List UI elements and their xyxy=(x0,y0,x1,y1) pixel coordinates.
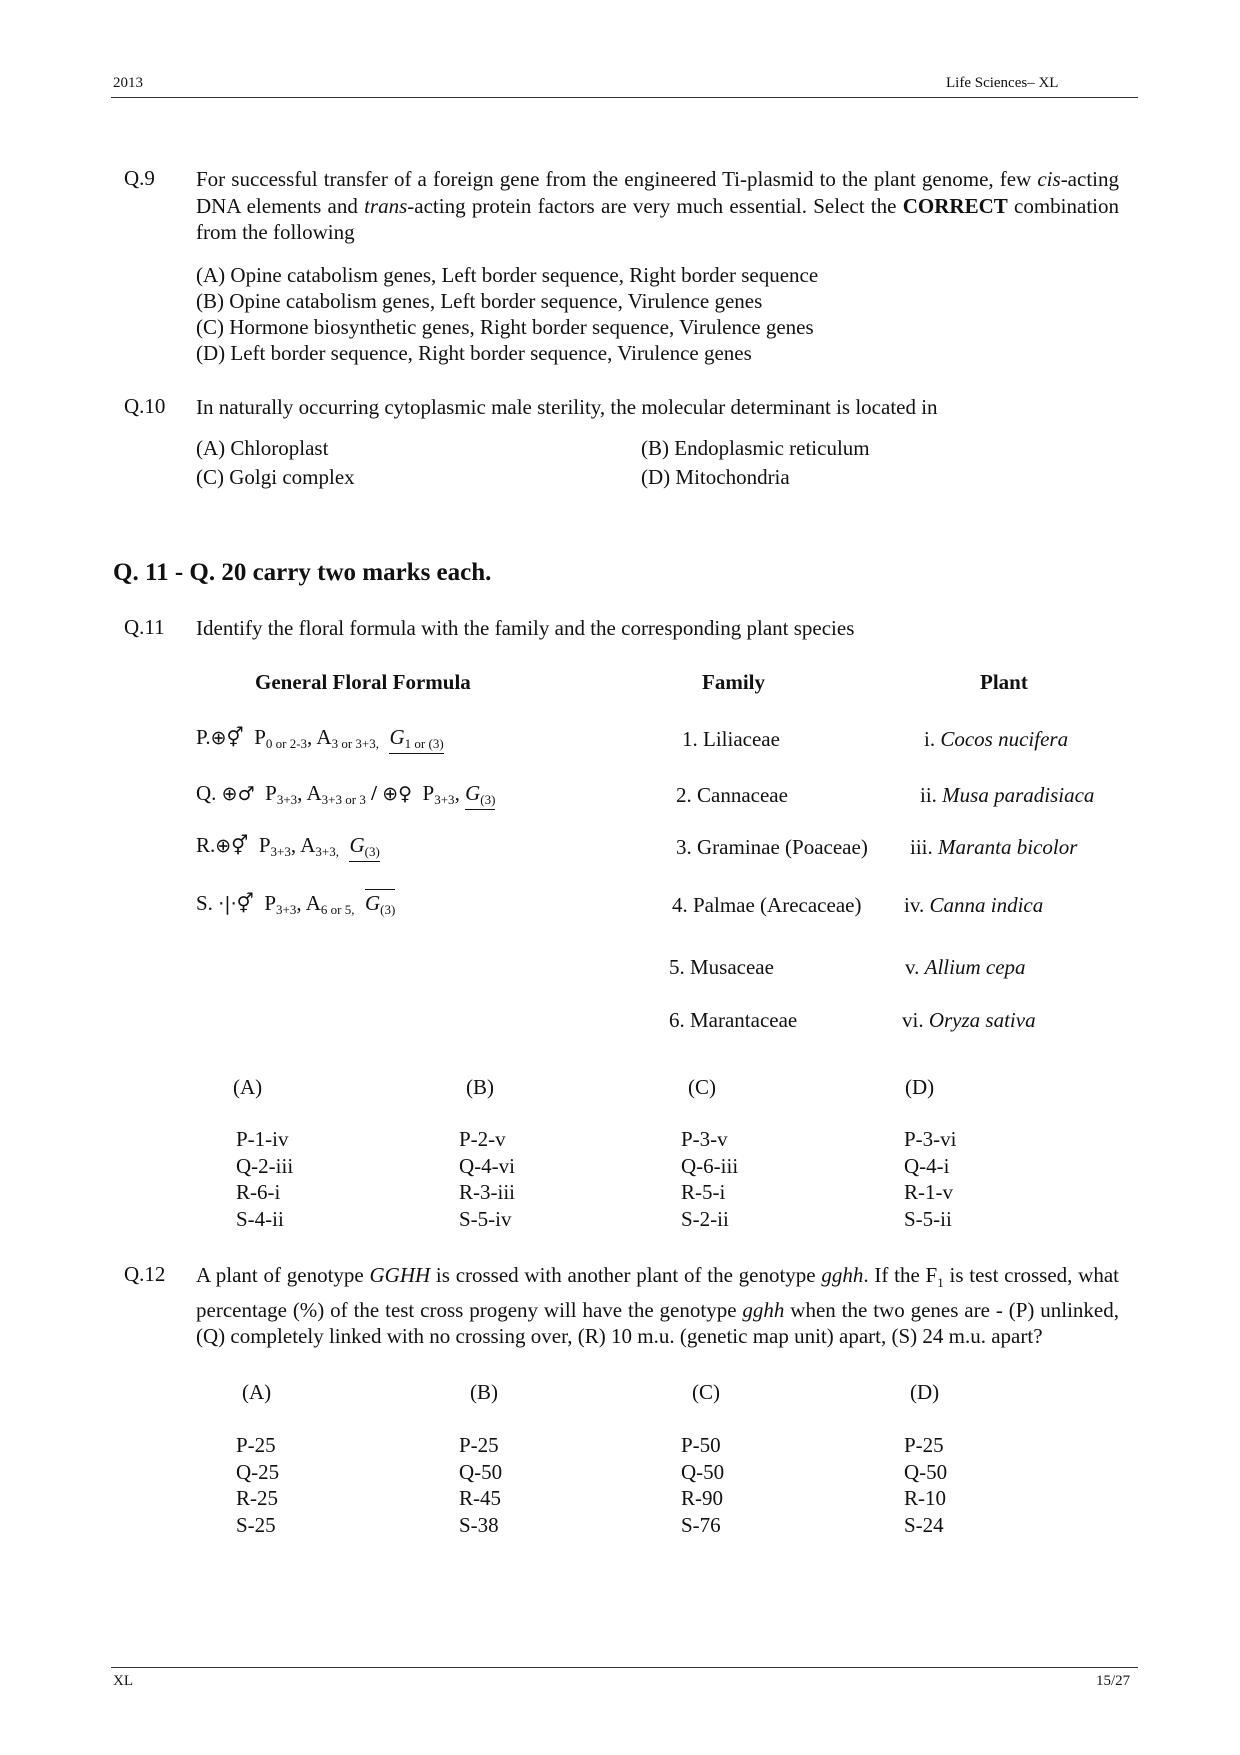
q9-option-b: (B) Opine catabolism genes, Left border sequence, Virulence genes xyxy=(196,289,763,313)
male-flower-icon: ⊕♂ xyxy=(221,783,255,805)
q11-choice-d: P-3-vi Q-4-i R-1-v S-5-ii xyxy=(904,1127,957,1231)
footer-paper-code: XL xyxy=(113,1673,133,1689)
q9-option-a: (A) Opine catabolism genes, Left border sequence, Right border sequence xyxy=(196,263,819,287)
plant-ii: ii. Musa paradisiaca xyxy=(920,783,1095,807)
q12-choice-d-label: (D) xyxy=(910,1380,940,1404)
floral-formula-p: P.⊕⚥ P0 or 2-3, A3 or 3+3, G1 or (3) xyxy=(196,725,444,750)
q12-choice-b: P-25 Q-50 R-45 S-38 xyxy=(459,1433,503,1537)
q11-choice-d-label: (D) xyxy=(905,1075,935,1099)
floral-formula-s: S. ·|·⚥ P3+3, A6 or 5, G(3) xyxy=(196,891,396,917)
header-subject: Life Sciences– XL xyxy=(946,75,1059,91)
section-heading: Q. 11 - Q. 20 carry two marks each. xyxy=(113,559,492,586)
floral-formula-q: Q. ⊕♂ P3+3, A3+3 or 3 / ⊕♀ P3+3, G(3) xyxy=(196,781,495,806)
family-5: 5. Musaceae xyxy=(669,955,774,979)
question-number-12: Q.12 xyxy=(124,1262,166,1286)
plant-vi: vi. Oryza sativa xyxy=(902,1008,1036,1032)
q12-choice-c: P-50 Q-50 R-90 S-76 xyxy=(681,1433,725,1537)
footer-rule xyxy=(111,1667,1138,1668)
question-10-text: In naturally occurring cytoplasmic male sterility, the molecular determinant is located in xyxy=(196,395,938,419)
q11-choice-c-label: (C) xyxy=(688,1075,716,1099)
q12-choice-a: P-25 Q-25 R-25 S-25 xyxy=(236,1433,280,1537)
question-number-11: Q.11 xyxy=(124,615,165,639)
header-family: Family xyxy=(702,670,765,694)
q10-option-a: (A) Chloroplast xyxy=(196,436,329,460)
header-rule xyxy=(111,97,1138,98)
q11-choice-a: P-1-iv Q-2-iii R-6-i S-4-ii xyxy=(236,1127,294,1231)
q12-choice-b-label: (B) xyxy=(470,1380,498,1404)
q11-choice-b: P-2-v Q-4-vi R-3-iii S-5-iv xyxy=(459,1127,515,1231)
q10-option-b: (B) Endoplasmic reticulum xyxy=(641,436,870,460)
q12-choice-c-label: (C) xyxy=(692,1380,720,1404)
header-plant: Plant xyxy=(980,670,1028,694)
header-floral-formula: General Floral Formula xyxy=(255,670,471,694)
q12-choice-d: P-25 Q-50 R-10 S-24 xyxy=(904,1433,948,1537)
family-1: 1. Liliaceae xyxy=(682,727,780,751)
female-flower-icon: ⊕♀ xyxy=(382,783,413,805)
floral-symbol-icon: ⊕⚥ xyxy=(215,835,249,857)
q11-choice-b-label: (B) xyxy=(466,1075,494,1099)
family-2: 2. Cannaceae xyxy=(676,783,788,807)
q10-option-c: (C) Golgi complex xyxy=(196,465,355,489)
question-number-9: Q.9 xyxy=(124,166,155,190)
question-12-text: A plant of genotype GGHH is crossed with another plant of the genotype gghh. If the $F_1$ is test crossed, what percentage (%) of the test cross progeny will have the genotype gghh when the two genes are - (P) unlinked, (Q) completely linked with no crossing over, (R) 10 m.u. (genetic map unit) apart, (S) 24 m.u. apart? xyxy=(196,1263,1119,1349)
family-3: 3. Graminae (Poaceae) xyxy=(676,835,868,859)
question-11-text: Identify the floral formula with the family and the corresponding plant species xyxy=(196,616,855,640)
plant-i: i. Cocos nucifera xyxy=(924,727,1069,751)
q10-option-d: (D) Mitochondria xyxy=(641,465,790,489)
q9-option-d: (D) Left border sequence, Right border sequence, Virulence genes xyxy=(196,341,752,365)
header-year: 2013 xyxy=(113,75,143,91)
q11-choice-c: P-3-v Q-6-iii R-5-i S-2-ii xyxy=(681,1127,739,1231)
plant-iii: iii. Maranta bicolor xyxy=(910,835,1078,859)
plant-v: v. Allium cepa xyxy=(905,955,1026,979)
zygomorphic-symbol-icon: ·|·⚥ xyxy=(218,893,254,915)
q11-choice-a-label: (A) xyxy=(233,1075,263,1099)
floral-symbol-icon: ⊕⚥ xyxy=(210,727,244,749)
plant-iv: iv. Canna indica xyxy=(904,893,1044,917)
q9-option-c: (C) Hormone biosynthetic genes, Right border sequence, Virulence genes xyxy=(196,315,814,339)
floral-formula-r: R.⊕⚥ P3+3, A3+3, G(3) xyxy=(196,833,380,858)
family-4: 4. Palmae (Arecaceae) xyxy=(672,893,862,917)
question-number-10: Q.10 xyxy=(124,394,166,418)
question-9-text: For successful transfer of a foreign gene from the engineered Ti-plasmid to the plant genome, few cis-acting DNA elements and trans-acting protein factors are very much essential. Select the CORRECT combination from the following xyxy=(196,167,1119,244)
family-6: 6. Marantaceae xyxy=(669,1008,798,1032)
footer-page-number: 15/27 xyxy=(1096,1673,1131,1689)
q12-choice-a-label: (A) xyxy=(242,1380,272,1404)
